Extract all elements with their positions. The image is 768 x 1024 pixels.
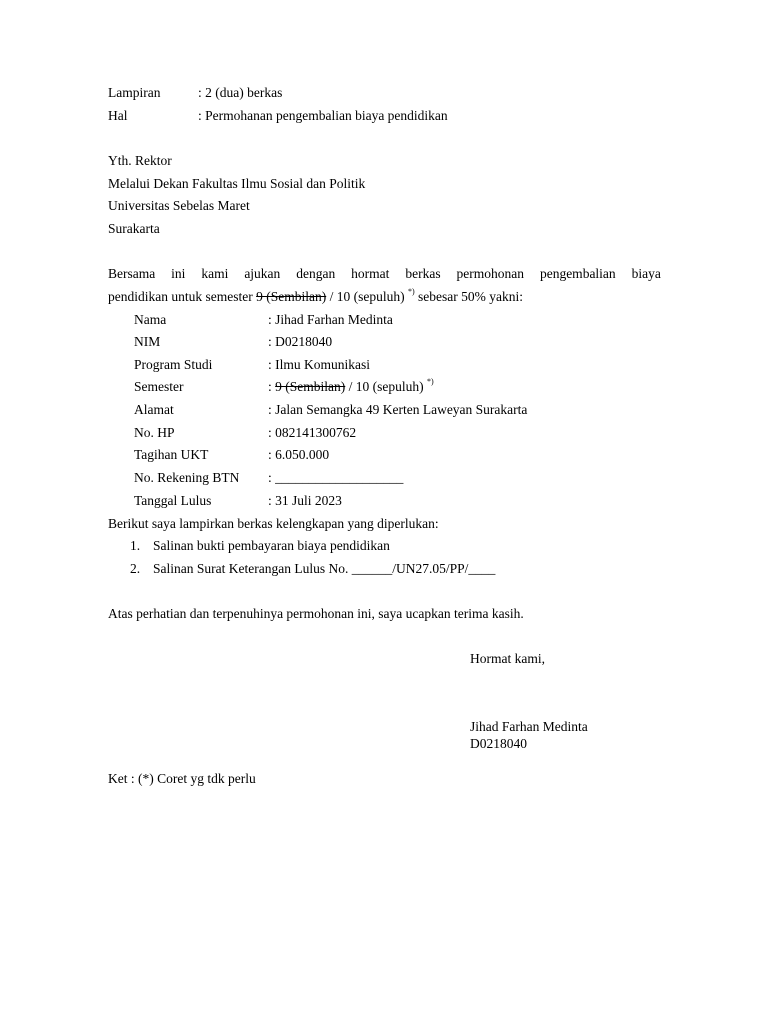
field-nim-label: NIM: [134, 334, 161, 349]
field-nim-value: : D0218040: [268, 334, 333, 349]
intro-word: permohonan: [456, 266, 525, 281]
field-prodi-label: Program Studi: [134, 357, 213, 372]
intro-word: hormat: [351, 266, 390, 281]
closing-thanks: Atas perhatian dan terpenuhinya permohonan ini, saya ucapkan terima kasih.: [108, 606, 524, 621]
field-alamat-label: Alamat: [134, 402, 174, 417]
attachment-1-text: Salinan bukti pembayaran biaya pendidikan: [153, 538, 390, 553]
attachment-1-number: 1.: [130, 538, 141, 553]
intro-line-2-prefix: pendidikan untuk semester: [108, 289, 257, 304]
field-ukt-value: : 6.050.000: [268, 447, 330, 462]
field-semester-struck: 9 (Sembilan): [275, 379, 346, 394]
hal-value: : Permohanan pengembalian biaya pendidikan: [198, 108, 448, 123]
field-nama-label: Nama: [134, 312, 167, 327]
intro-line-2-suffix: sebesar 50% yakni:: [414, 289, 523, 304]
intro-word: kami: [201, 266, 229, 281]
signer-nim: D0218040: [470, 736, 527, 751]
semester-struck-option: 9 (Sembilan): [256, 289, 327, 304]
attachments-intro: Berikut saya lampirkan berkas kelengkapan yang diperlukan:: [108, 516, 439, 531]
intro-line-2-middle: / 10 (sepuluh): [326, 289, 408, 304]
field-semester-value: [268, 376, 434, 395]
field-lulus-value: : 31 Juli 2023: [268, 493, 342, 508]
field-lulus-label: Tanggal Lulus: [134, 493, 212, 508]
lampiran-value: : 2 (dua) berkas: [198, 85, 283, 100]
footnote-marker: *): [427, 376, 434, 386]
intro-word: pengembalian: [539, 266, 616, 281]
field-rekening-value: : ___________________: [268, 470, 404, 485]
intro-word: berkas: [405, 266, 441, 281]
lampiran-label: Lampiran: [108, 85, 161, 100]
attachment-2-text: Salinan Surat Keterangan Lulus No. ______/UN27.05/PP/____: [153, 561, 496, 576]
attachment-2-number: 2.: [130, 561, 141, 576]
intro-word: Bersama: [108, 266, 156, 281]
field-nama-value: : Jihad Farhan Medinta: [268, 312, 393, 327]
field-rekening-label: No. Rekening BTN: [134, 470, 240, 485]
footnote-marker: *): [407, 286, 415, 296]
intro-line-1: [108, 266, 661, 282]
field-semester-colon: :: [268, 379, 276, 394]
field-alamat-value: : Jalan Semangka 49 Kerten Laweyan Surakarta: [268, 402, 528, 417]
intro-word: ajukan: [244, 266, 281, 281]
intro-line-2: [108, 286, 523, 305]
recipient-line-1: Yth. Rektor: [108, 153, 172, 168]
footnote: Ket : (*) Coret yg tdk perlu: [108, 771, 256, 786]
intro-word: dengan: [296, 266, 336, 281]
recipient-line-3: Universitas Sebelas Maret: [108, 198, 250, 213]
field-prodi-value: : Ilmu Komunikasi: [268, 357, 370, 372]
signer-name: Jihad Farhan Medinta: [470, 719, 588, 734]
recipient-line-4: Surakarta: [108, 221, 160, 236]
field-semester-rest: / 10 (sepuluh): [345, 379, 428, 394]
field-hp-label: No. HP: [134, 425, 175, 440]
field-ukt-label: Tagihan UKT: [134, 447, 209, 462]
closing-regards: Hormat kami,: [470, 651, 545, 666]
intro-word: biaya: [631, 266, 661, 281]
field-hp-value: : 082141300762: [268, 425, 357, 440]
intro-word: ini: [171, 266, 186, 281]
hal-label: Hal: [108, 108, 128, 123]
field-semester-label: Semester: [134, 379, 184, 394]
recipient-line-2: Melalui Dekan Fakultas Ilmu Sosial dan Politik: [108, 176, 366, 191]
